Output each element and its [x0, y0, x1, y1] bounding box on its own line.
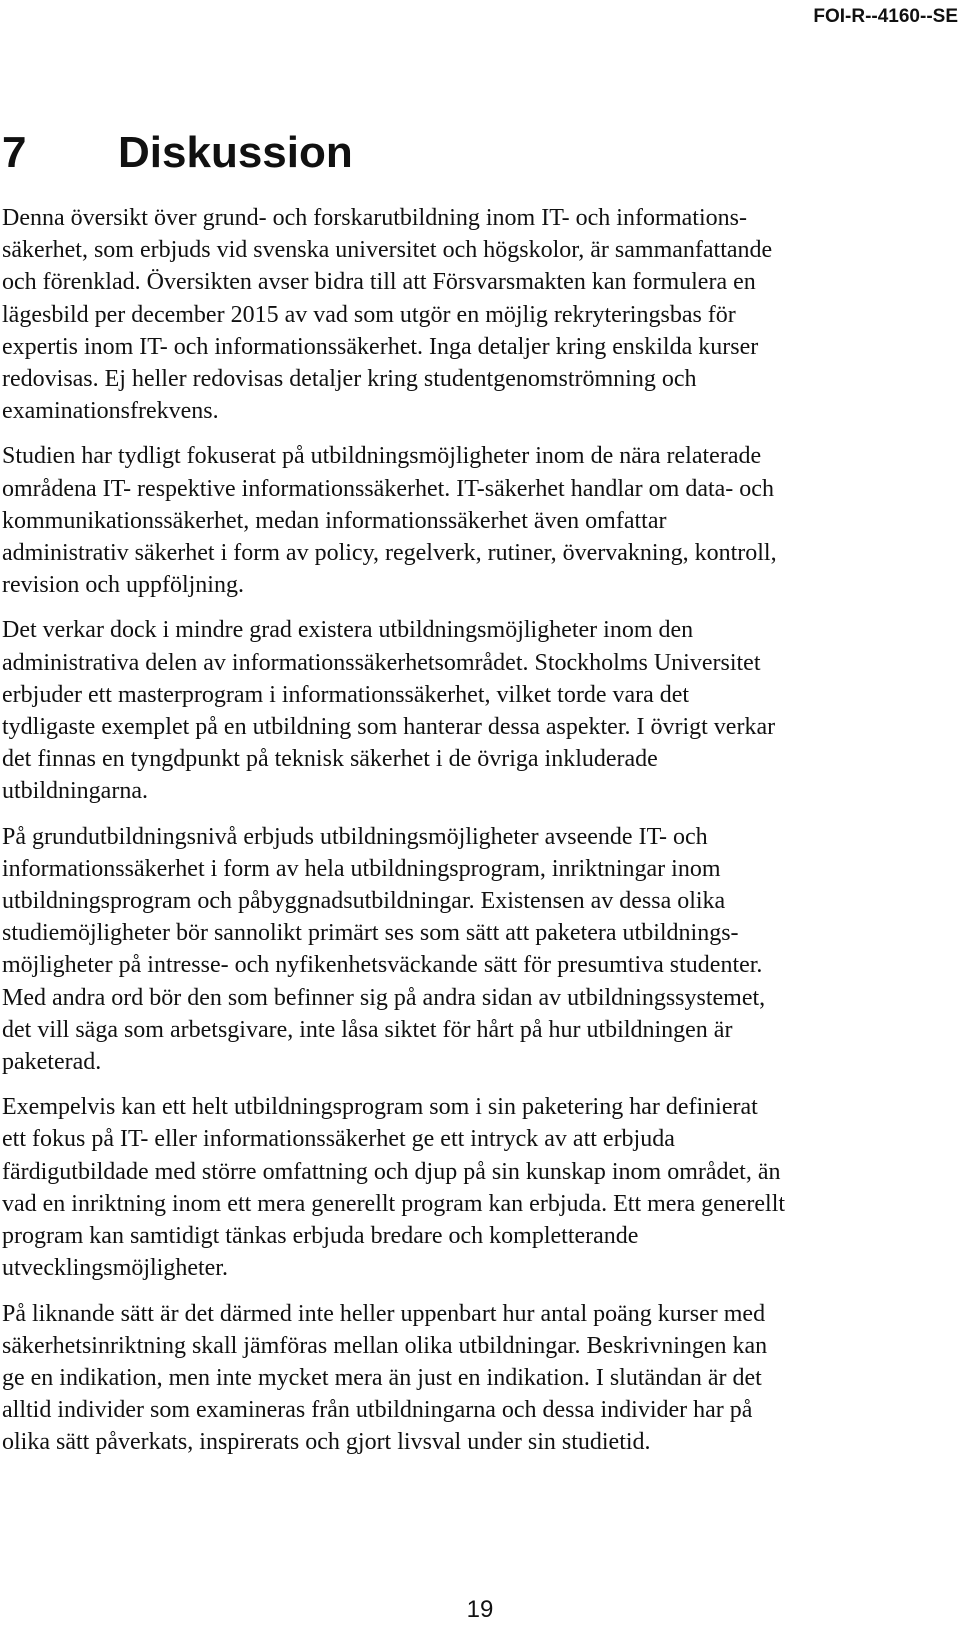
- paragraph-6: På liknande sätt är det därmed inte heller uppenbart hur antal poäng kurser med säkerhetsinriktning skall jämföras mellan olika utbildningar. Beskrivningen kan ge en indikation, men inte mycket mera än just en indikation. I slutändan är det alltid individer som examineras från utbildningarna och dessa individer har på olika sätt påverkats, inspirerats och gjort livsval under sin studietid.: [2, 1300, 768, 1456]
- chapter-heading: [2, 124, 353, 182]
- report-id: FOI-R--4160--SE: [813, 6, 958, 27]
- page-number: 19: [466, 1596, 494, 1623]
- body-text: [2, 202, 952, 1472]
- paragraph-3: Det verkar dock i mindre grad existera utbildningsmöjligheter inom den administrativa delen av informationssäkerhetsområdet. Stockholms Universitet erbjuder ett masterprogram i informationssäkerhet, vilket torde vara det tydligaste exemplet på en utbildning som hanterar dessa aspekter. I övrigt verkar det finnas en tyngdpunkt på teknisk säkerhet i de övriga inkluderade utbildningarna.: [2, 617, 776, 805]
- paragraph-5: Exempelvis kan ett helt utbildningsprogram som i sin paketering har definierat ett fokus på IT- eller informationssäkerhet ge ett intryck av att erbjuda färdigutbildade med större omfattning och djup på sin kunskap inom området, än vad en inriktning inom ett mera generellt program kan erbjuda. Ett mera generellt program kan samtidigt tänkas erbjuda bredare och kompletterande utvecklingsmöjligheter.: [2, 1094, 786, 1282]
- paragraph-2: Studien har tydligt fokuserat på utbildningsmöjligheter inom de nära relaterade områdena IT- respektive informationssäkerhet. IT-säkerhet handlar om data- och kommunikationssäkerhet, medan informationssäkerhet även omfattar administrativ säkerhet i form av policy, regelverk, rutiner, övervakning, kontroll, revision och uppföljning.: [2, 443, 777, 599]
- paragraph-1: Denna översikt över grund- och forskarutbildning inom IT- och informations- säkerhet, som erbjuds vid svenska universitet och högskolor, är sammanfattande och förenklad. Översikten avser bidra till att Försvarsmakten kan formulera en lägesbild per december 2015 av vad som utgör en möjlig rekryteringsbas för expertis inom IT- och informationssäkerhet. Inga detaljer kring enskilda kurser redovisas. Ej heller redovisas detaljer kring studentgenomströmning och examinationsfrekvens.: [2, 205, 773, 425]
- chapter-number: 7: [2, 128, 27, 177]
- paragraph-4: På grundutbildningsnivå erbjuds utbildningsmöjligheter avseende IT- och informationssäkerhet i form av hela utbildningsprogram, inriktningar inom utbildningsprogram och påbyggnadsutbildningar. Existensen av dessa olika studiemöjligheter bör sannolikt primärt ses som sätt att paketera utbildnings- möjligheter på intresse- och nyfikenhetsväckande sätt för presumtiva studenter. Med andra ord bör den som befinner sig på andra sidan av utbildningssystemet, det vill säga som arbetsgivare, inte låsa siktet för hårt på hur utbildningen är paketerad.: [2, 823, 766, 1076]
- chapter-title: Diskussion: [118, 128, 353, 177]
